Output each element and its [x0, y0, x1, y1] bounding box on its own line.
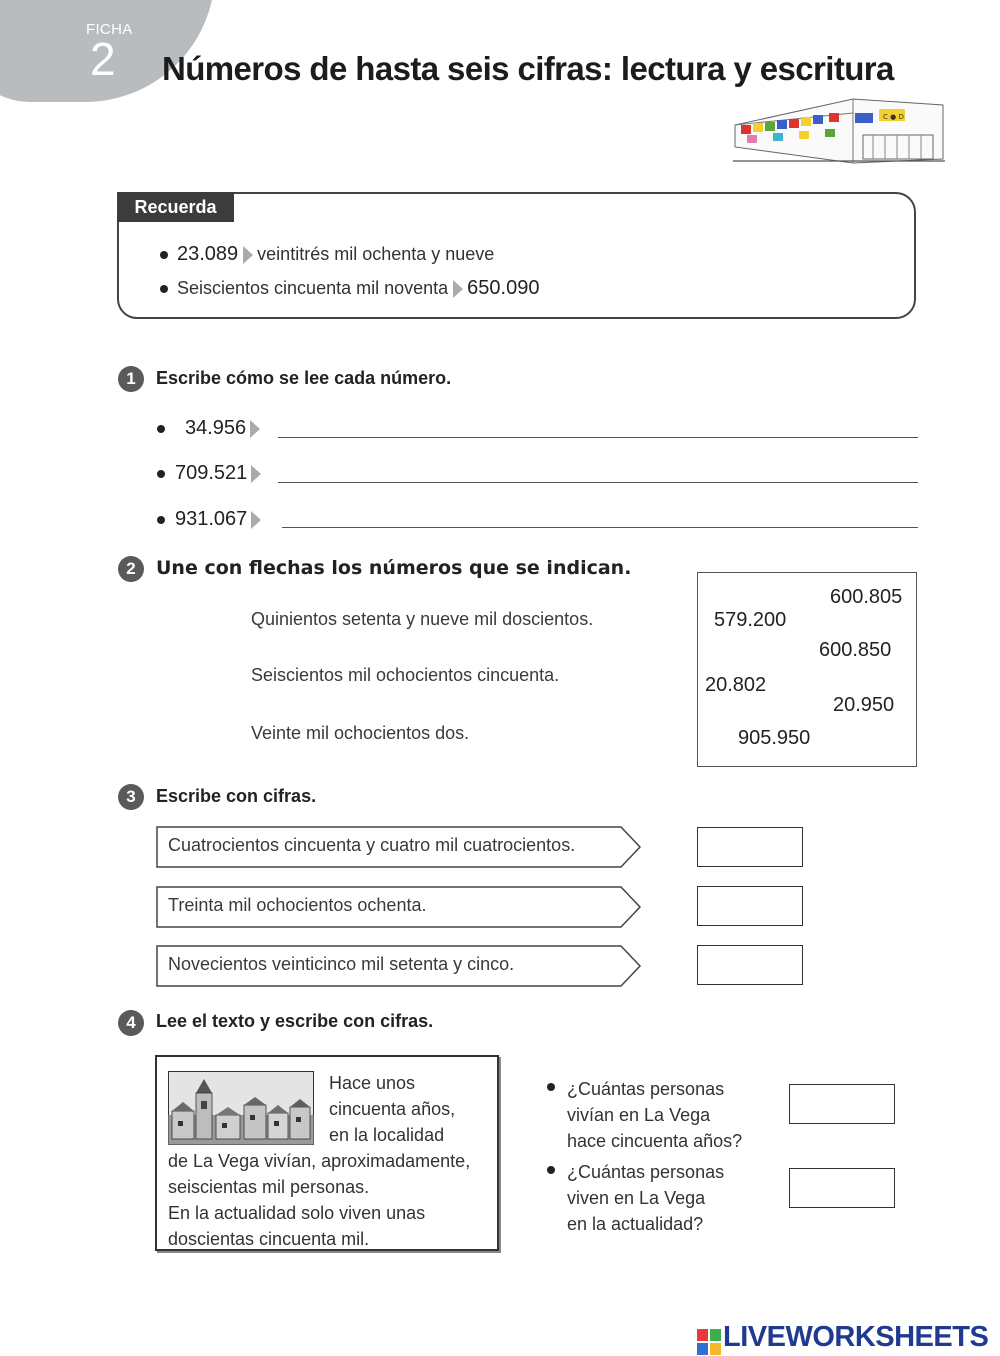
triangle-arrow-icon — [243, 246, 253, 264]
match-phrase-1[interactable]: Quinientos setenta y nueve mil doscientos. — [251, 609, 594, 629]
reading-number: 931.067 — [175, 508, 248, 530]
recuerda-example-1 — [160, 243, 494, 266]
liveworksheets-logo[interactable] — [697, 1320, 988, 1354]
digits-answer-box-1[interactable] — [697, 827, 803, 867]
bullet-icon — [157, 516, 165, 524]
example-number: 23.089 — [177, 243, 239, 265]
reading-answer-line-3[interactable] — [282, 527, 918, 528]
story-line-7: doscientas cincuenta mil. — [168, 1229, 370, 1249]
arrow-phrase-2 — [156, 886, 642, 928]
reading-answer-line-1[interactable] — [278, 437, 918, 438]
question-2-answer-box[interactable] — [789, 1168, 895, 1208]
question-1-line-2: vivían en La Vega — [567, 1105, 711, 1125]
arrow-phrase-3 — [156, 945, 642, 987]
match-phrase-3[interactable]: Veinte mil ochocientos dos. — [251, 723, 470, 743]
arrow-phrase-text: Treinta mil ochocientos ochenta. — [168, 895, 427, 915]
section-1-title: Escribe cómo se lee cada número. — [156, 368, 452, 388]
school-building-illustration — [733, 95, 945, 165]
question-2-line-1: ¿Cuántas personas — [567, 1162, 725, 1182]
triangle-arrow-icon — [251, 511, 261, 529]
bullet-icon — [157, 425, 165, 433]
match-phrase-2[interactable]: Seiscientos mil ochocientos cincuenta. — [251, 665, 560, 685]
story-line-3: en la localidad — [329, 1125, 445, 1145]
story-line-4: de La Vega vivían, aproximadamente, — [168, 1151, 471, 1171]
example-words: veintitrés mil ochenta y nueve — [257, 244, 495, 264]
question-1-answer-box[interactable] — [789, 1084, 895, 1124]
story-line-2: cincuenta años, — [329, 1099, 456, 1119]
story-line-1: Hace unos — [329, 1073, 416, 1093]
arrow-phrase-1 — [156, 826, 642, 868]
svg-text:C ● D: C ● D — [883, 113, 904, 121]
box-number-1[interactable]: 600.805 — [830, 586, 903, 608]
arrow-phrase-text: Cuatrocientos cincuenta y cuatro mil cuatrocientos. — [168, 835, 576, 855]
bullet-icon — [547, 1083, 555, 1091]
liveworksheets-logo-icon — [697, 1329, 721, 1355]
bullet-icon — [160, 285, 168, 293]
reading-number: 709.521 — [175, 462, 248, 484]
triangle-arrow-icon — [453, 280, 463, 298]
bullet-icon — [547, 1166, 555, 1174]
bullet-icon — [157, 470, 165, 478]
box-number-4[interactable]: 20.802 — [705, 674, 767, 696]
reading-item-2 — [157, 462, 261, 485]
example-words: Seiscientos cincuenta mil noventa — [177, 278, 449, 298]
triangle-arrow-icon — [251, 465, 261, 483]
page-title: Números de hasta seis cifras: lectura y escritura — [162, 50, 894, 87]
section-2-number: 2 — [118, 556, 144, 582]
section-4-number: 4 — [118, 1010, 144, 1036]
question-1-line-3: hace cincuenta años? — [567, 1131, 743, 1151]
digits-answer-box-2[interactable] — [697, 886, 803, 926]
reading-number: 34.956 — [185, 417, 247, 439]
section-1-number: 1 — [118, 366, 144, 392]
box-number-5[interactable]: 20.950 — [833, 694, 895, 716]
reading-answer-line-2[interactable] — [278, 482, 918, 483]
box-number-2[interactable]: 579.200 — [714, 609, 787, 631]
question-1-line-1: ¿Cuántas personas — [567, 1079, 725, 1099]
recuerda-example-2 — [160, 277, 539, 300]
section-4-title: Lee el texto y escribe con cifras. — [156, 1011, 434, 1031]
box-number-3[interactable]: 600.850 — [819, 639, 892, 661]
village-illustration — [168, 1071, 314, 1145]
bullet-icon — [160, 251, 168, 259]
story-line-5: seiscientas mil personas. — [168, 1177, 370, 1197]
ficha-number: 2 — [90, 33, 116, 85]
triangle-arrow-icon — [250, 420, 260, 438]
reading-item-1 — [157, 417, 260, 440]
question-2-line-3: en la actualidad? — [567, 1214, 704, 1234]
example-number: 650.090 — [467, 277, 540, 299]
section-3-title: Escribe con cifras. — [156, 786, 317, 806]
brand-name: LIVEWORKSHEETS — [723, 1321, 989, 1353]
ficha-label: FICHA — [86, 21, 133, 38]
digits-answer-box-3[interactable] — [697, 945, 803, 985]
story-line-6: En la actualidad solo viven unas — [168, 1203, 426, 1223]
recuerda-tab: Recuerda — [117, 192, 234, 222]
question-2-line-2: viven en La Vega — [567, 1188, 706, 1208]
box-number-6[interactable]: 905.950 — [738, 727, 811, 749]
section-2-title: Une con flechas los números que se indican. — [156, 557, 632, 579]
arrow-phrase-text: Novecientos veinticinco mil setenta y cinco. — [168, 954, 515, 974]
section-3-number: 3 — [118, 784, 144, 810]
reading-item-3 — [157, 508, 261, 531]
